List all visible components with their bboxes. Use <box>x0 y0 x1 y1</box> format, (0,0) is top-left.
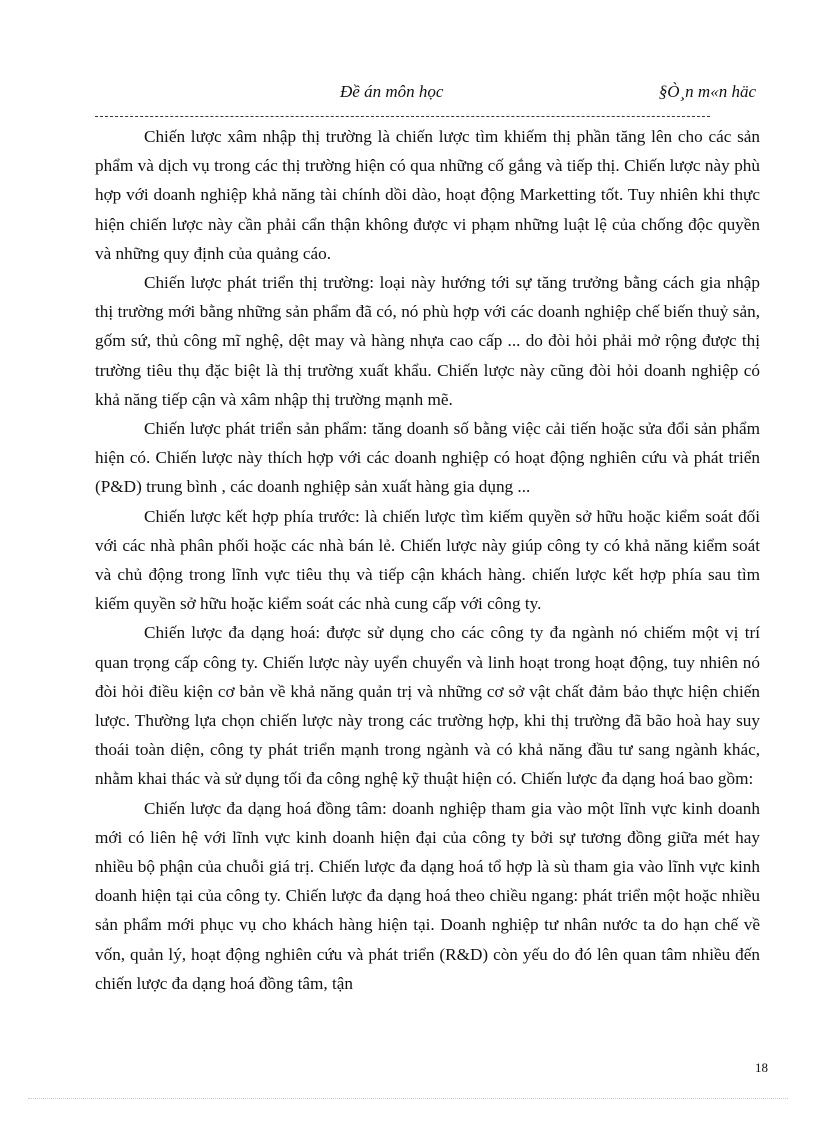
page-bottom-border <box>28 1098 788 1099</box>
paragraph: Chiến lược xâm nhập thị trường là chiến lược tìm khiếm thị phần tăng lên cho các sản phẩm và dịch vụ trong các thị trường hiện có qua những cố gắng và tiếp thị. Chiến lược này phù hợp với doanh nghiệp khả năng tài chính dồi dào, hoạt động Marketting tốt. Tuy nhiên khi thực hiện chiến lược này cần phải cẩn thận không được vi phạm những luật lệ của chống độc quyền và những quy định của quảng cáo. <box>95 127 760 263</box>
paragraph: Chiến lược đa dạng hoá đồng tâm: doanh nghiệp tham gia vào một lĩnh vực kinh doanh mới có liên hệ với lĩnh vực kinh doanh hiện đại của công ty bởi sự tương đồng giữa mét hay nhiều bộ phận của chuỗi giá trị. Chiến lược đa dạng hoá tổ hợp là sù tham gia vào lĩnh vực kinh doanh hiện tại của công ty. Chiến lược đa dạng hoá theo chiều ngang: phát triển một hoặc nhiều sản phẩm mới phục vụ cho khách hàng hiện tại. Doanh nghiệp tư nhân nước ta do hạn chế về vốn, quản lý, hoạt động nghiên cứu và phát triển (R&D) còn yếu do đó lên quan tâm nhiều đến chiến lược đa dạng hoá đồng tâm, tận <box>95 798 760 993</box>
header-title: Đề án môn học <box>340 82 444 101</box>
page-number: 18 <box>755 1060 768 1075</box>
paragraph: Chiến lược phát triển thị trường: loại này hướng tới sự tăng trưởng bằng cách gia nhập thị trường mới bằng những sản phẩm đã có, nó phù hợp với các doanh nghiệp chế biến thuỷ sản, gốm sứ, thủ công mĩ nghệ, dệt may và hàng nhựa cao cấp ... do đòi hỏi phải mở rộng được thị trường tiêu thụ đặc biệt là thị trường xuất khẩu. Chiến lược này cũng đòi hỏi doanh nghiệp có khả năng tiếp cận và xâm nhập thị trường mạnh mẽ. <box>95 273 760 409</box>
paragraph: Chiến lược kết hợp phía trước: là chiến lược tìm kiếm quyền sở hữu hoặc kiểm soát đối với các nhà phân phối hoặc các nhà bán lẻ. Chiến lược này giúp công ty có khả năng kiểm soát và chủ động trong lĩnh vực tiêu thụ và tiếp cận khách hàng. chiến lược kết hợp phía sau tìm kiếm quyền sở hữu hoặc kiểm soát các nhà cung cấp với công ty. <box>95 506 760 614</box>
page-header <box>95 82 756 108</box>
paragraph: Chiến lược phát triển sản phẩm: tăng doanh số bằng việc cải tiến hoặc sửa đổi sản phẩm hiện có. Chiến lược này thích hợp với các doanh nghiệp có hoạt động nghiên cứu và phát triển (P&D) trung bình , các doanh nghiệp sản xuất hàng gia dụng ... <box>95 419 760 497</box>
body-text <box>95 122 760 998</box>
paragraph: Chiến lược đa dạng hoá: được sử dụng cho các công ty đa ngành nó chiếm một vị trí quan trọng cấp công ty. Chiến lược này uyển chuyển và linh hoạt trong hoạt động, tuy nhiên nó đòi hỏi điều kiện cơ bản về khả năng quản trị và những cơ sở vật chất đảm bảo thực hiện chiến lược. Thường lựa chọn chiến lược này trong các trường hợp, khi thị trường đã bão hoà hay suy thoái toàn diện, công ty phát triển mạnh trong ngành và có khả năng đầu tư sang ngành khác, nhằm khai thác và sử dụng tối đa công nghệ kỹ thuật hiện có. Chiến lược đa dạng hoá bao gồm: <box>95 623 760 789</box>
header-divider <box>95 116 710 117</box>
header-title-encoded: §Ò¸n m«n häc <box>658 82 756 101</box>
